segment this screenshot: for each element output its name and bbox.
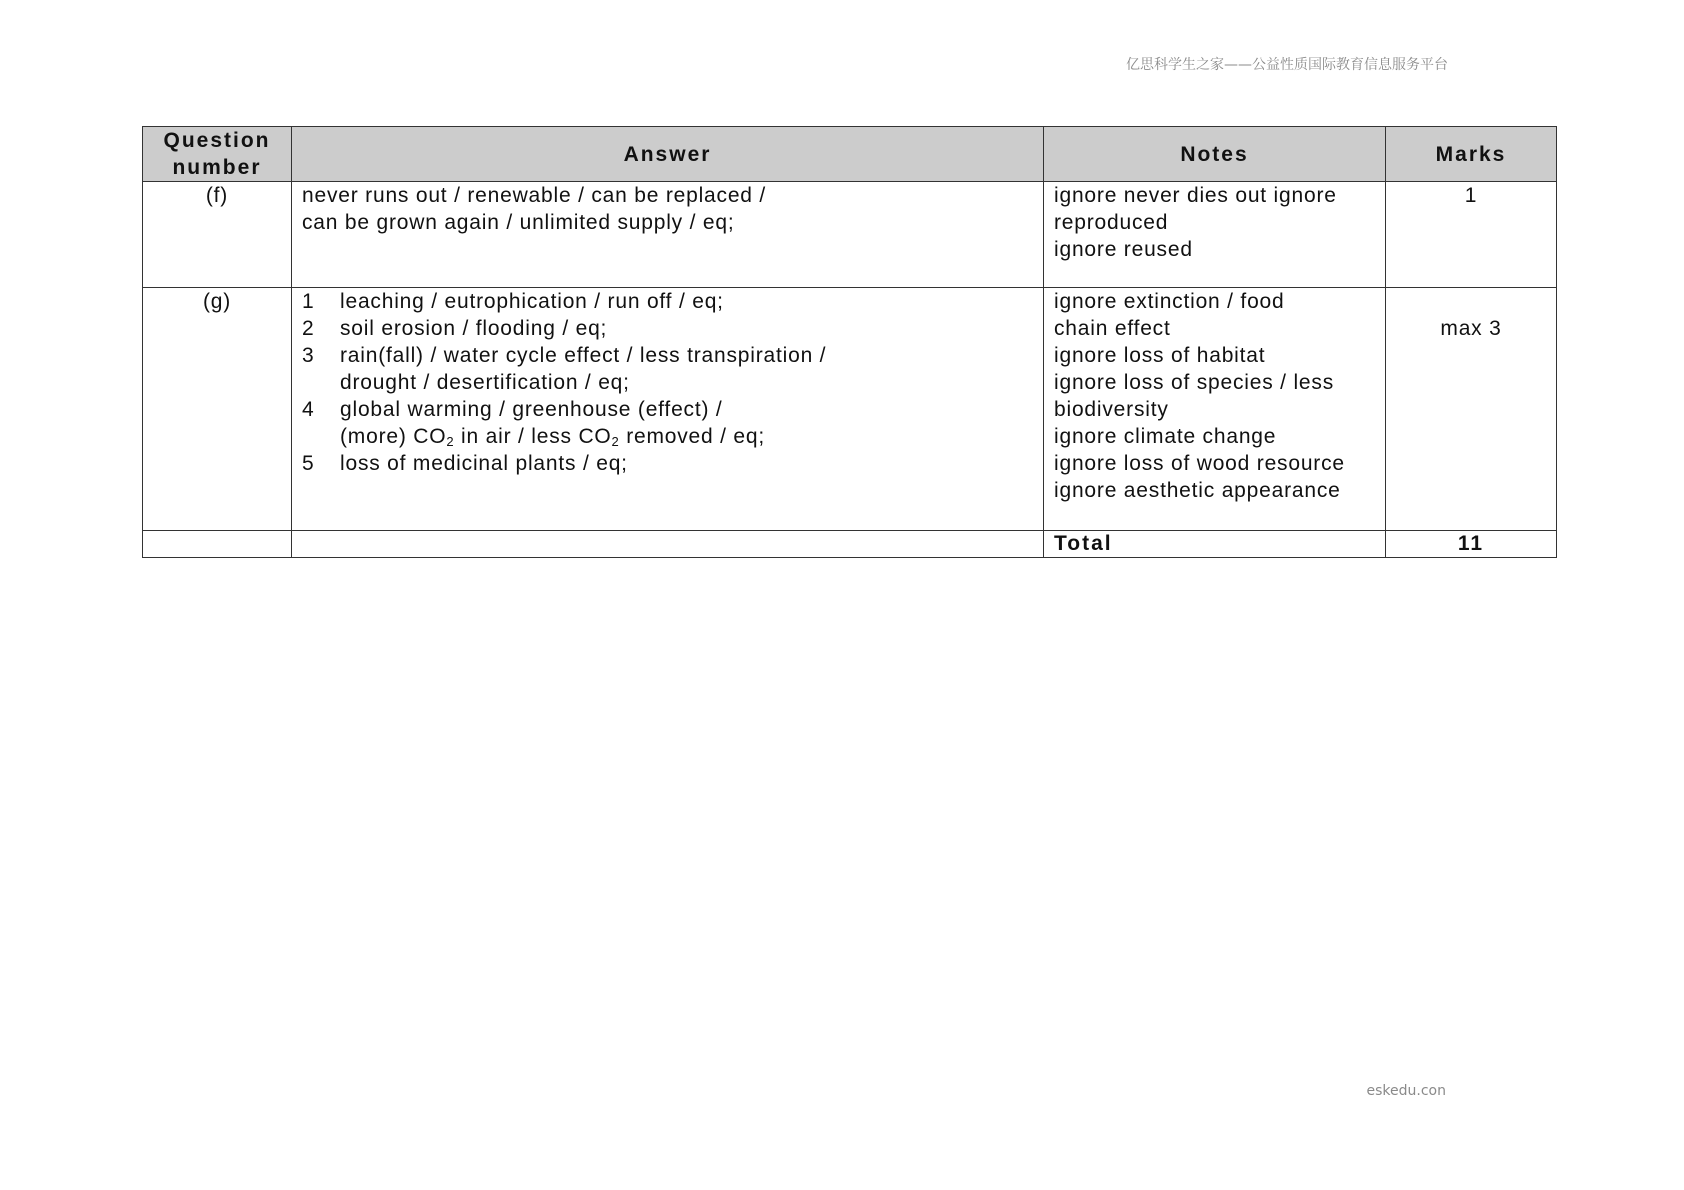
footer-site-url: eskedu.con xyxy=(1366,1083,1446,1099)
marks-value-g: max 3 xyxy=(1440,317,1502,340)
marks-cell-f: 1 xyxy=(1386,182,1557,288)
empty-cell xyxy=(143,531,292,558)
answer-line: can be grown again / unlimited supply / eq; xyxy=(302,211,735,234)
point-text: rain(fall) / water cycle effect / less transpiration / xyxy=(340,344,827,367)
answer-point-5 xyxy=(302,450,1033,477)
notes-line: ignore climate change xyxy=(1054,425,1277,448)
point-text: leaching / eutrophication / run off / eq; xyxy=(340,290,724,313)
answer-cell-f xyxy=(292,182,1044,288)
point-text: global warming / greenhouse (effect) / xyxy=(340,398,723,421)
header-answer: Answer xyxy=(292,127,1044,182)
answer-cell-g xyxy=(292,288,1044,531)
subscript-2: 2 xyxy=(611,434,620,449)
header-question-number xyxy=(143,127,292,182)
point-text: soil erosion / flooding / eq; xyxy=(340,317,608,340)
table-row xyxy=(143,288,1557,531)
empty-cell xyxy=(292,531,1044,558)
header-question-line1: Question xyxy=(163,129,271,152)
point-number: 1 xyxy=(302,290,315,313)
answer-line: never runs out / renewable / can be replaced / xyxy=(302,184,767,207)
notes-line: chain effect xyxy=(1054,317,1171,340)
point-text: drought / desertification / eq; xyxy=(340,371,630,394)
answer-point-3 xyxy=(302,342,1033,369)
point-text-c: removed / eq; xyxy=(619,425,766,448)
total-label: Total xyxy=(1044,531,1386,558)
point-number: 3 xyxy=(302,344,315,367)
question-number-f: (f) xyxy=(143,182,292,288)
header-site-text: 亿思科学生之家——公益性质国际教育信息服务平台 xyxy=(1126,57,1448,73)
marks-cell-g xyxy=(1386,288,1557,531)
point-text-a: (more) CO xyxy=(340,425,447,448)
notes-line: biodiversity xyxy=(1054,398,1169,421)
point-number: 5 xyxy=(302,452,315,475)
question-number-g: (g) xyxy=(143,288,292,531)
table-header-row xyxy=(143,127,1557,182)
total-value: 11 xyxy=(1386,531,1557,558)
notes-line: ignore loss of wood resource xyxy=(1054,452,1345,475)
answer-point-1 xyxy=(302,288,1033,315)
table-row xyxy=(143,182,1557,288)
notes-line: ignore loss of habitat xyxy=(1054,344,1266,367)
answer-point-4 xyxy=(302,396,1033,423)
notes-cell-g xyxy=(1044,288,1386,531)
subscript-2: 2 xyxy=(446,434,455,449)
notes-line: ignore loss of species / less xyxy=(1054,371,1334,394)
notes-line: ignore reused xyxy=(1054,238,1193,261)
point-number: 2 xyxy=(302,317,315,340)
notes-line: reproduced xyxy=(1054,211,1169,234)
answer-point-2 xyxy=(302,315,1033,342)
notes-cell-f xyxy=(1044,182,1386,288)
mark-scheme-table xyxy=(142,126,1557,558)
point-text: loss of medicinal plants / eq; xyxy=(340,452,628,475)
notes-line: ignore aesthetic appearance xyxy=(1054,479,1341,502)
answer-point-4-continued xyxy=(302,423,1033,450)
header-marks: Marks xyxy=(1386,127,1557,182)
header-notes: Notes xyxy=(1044,127,1386,182)
point-number: 4 xyxy=(302,398,315,421)
point-text-b: in air / less CO xyxy=(454,425,612,448)
notes-line: ignore extinction / food xyxy=(1054,290,1285,313)
notes-line: ignore never dies out ignore xyxy=(1054,184,1337,207)
table-total-row xyxy=(143,531,1557,558)
answer-point-3-continued xyxy=(302,369,1033,396)
header-question-line2: number xyxy=(172,156,262,179)
